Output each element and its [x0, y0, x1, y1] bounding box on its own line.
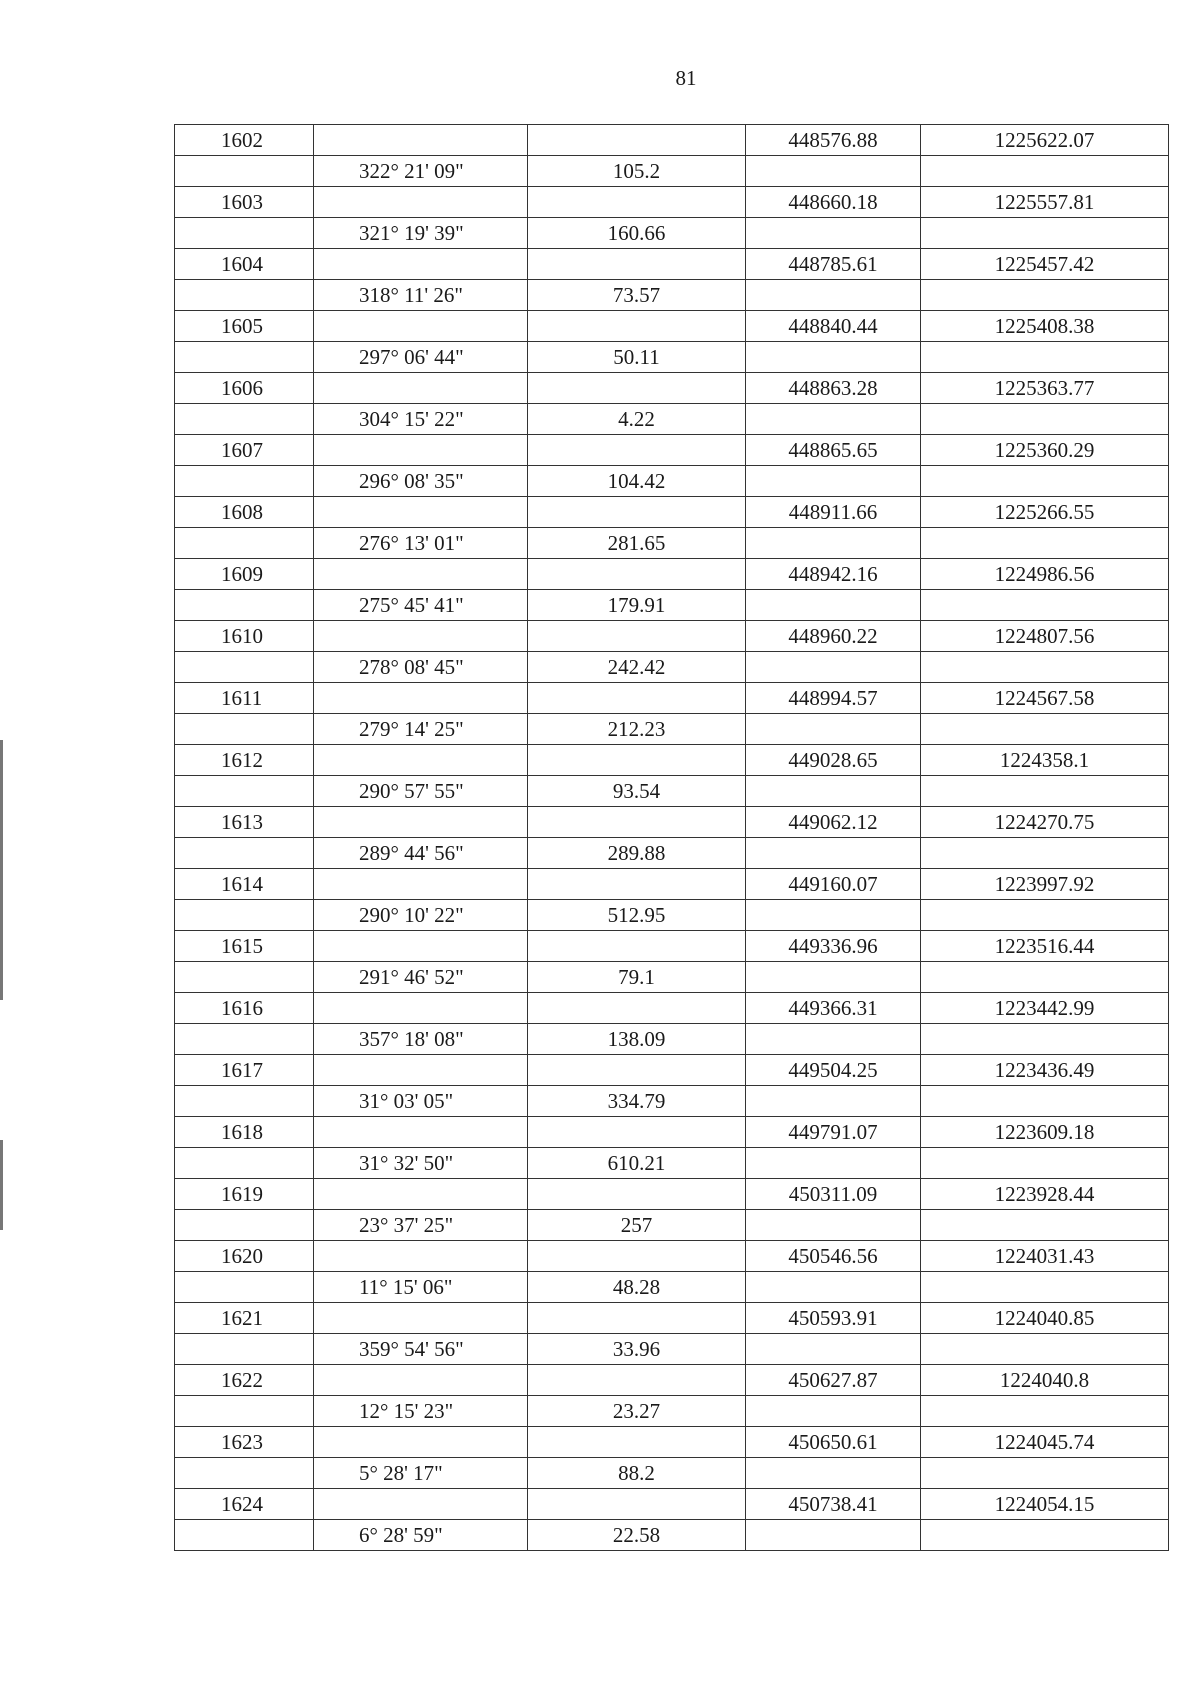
point-id-cell: 1624	[175, 1489, 314, 1520]
easting-cell: 449366.31	[746, 993, 921, 1024]
distance-cell: 4.22	[528, 404, 746, 435]
segment-row	[175, 342, 1169, 373]
northing-cell: 1224031.43	[921, 1241, 1169, 1272]
empty-cell	[921, 404, 1169, 435]
empty-cell	[314, 249, 528, 280]
bearing-cell: 279° 14' 25"	[314, 714, 528, 745]
northing-cell: 1224040.8	[921, 1365, 1169, 1396]
empty-cell	[746, 1210, 921, 1241]
point-row	[175, 249, 1169, 280]
northing-cell: 1224567.58	[921, 683, 1169, 714]
bearing-cell: 290° 57' 55"	[314, 776, 528, 807]
segment-row	[175, 280, 1169, 311]
empty-cell	[528, 311, 746, 342]
empty-cell	[746, 280, 921, 311]
empty-cell	[528, 1055, 746, 1086]
empty-cell	[528, 435, 746, 466]
bearing-cell: 276° 13' 01"	[314, 528, 528, 559]
distance-cell: 334.79	[528, 1086, 746, 1117]
distance-cell: 48.28	[528, 1272, 746, 1303]
empty-cell	[314, 559, 528, 590]
point-id-cell: 1603	[175, 187, 314, 218]
empty-cell	[314, 1055, 528, 1086]
northing-cell: 1225457.42	[921, 249, 1169, 280]
segment-row	[175, 1148, 1169, 1179]
segment-row	[175, 1334, 1169, 1365]
empty-cell	[175, 528, 314, 559]
empty-cell	[528, 497, 746, 528]
northing-cell: 1223609.18	[921, 1117, 1169, 1148]
easting-cell: 450738.41	[746, 1489, 921, 1520]
empty-cell	[528, 1365, 746, 1396]
empty-cell	[175, 962, 314, 993]
easting-cell: 449062.12	[746, 807, 921, 838]
empty-cell	[746, 1086, 921, 1117]
segment-row	[175, 1086, 1169, 1117]
empty-cell	[746, 218, 921, 249]
empty-cell	[175, 218, 314, 249]
point-id-cell: 1613	[175, 807, 314, 838]
empty-cell	[175, 1148, 314, 1179]
segment-row	[175, 652, 1169, 683]
segment-row	[175, 1024, 1169, 1055]
bearing-cell: 296° 08' 35"	[314, 466, 528, 497]
empty-cell	[314, 931, 528, 962]
bearing-cell: 31° 32' 50"	[314, 1148, 528, 1179]
point-id-cell: 1605	[175, 311, 314, 342]
empty-cell	[746, 1334, 921, 1365]
empty-cell	[528, 993, 746, 1024]
bearing-cell: 357° 18' 08"	[314, 1024, 528, 1055]
empty-cell	[314, 373, 528, 404]
point-row	[175, 125, 1169, 156]
empty-cell	[921, 218, 1169, 249]
point-row	[175, 1117, 1169, 1148]
empty-cell	[314, 745, 528, 776]
point-row	[175, 931, 1169, 962]
distance-cell: 289.88	[528, 838, 746, 869]
segment-row	[175, 1458, 1169, 1489]
segment-row	[175, 218, 1169, 249]
point-row	[175, 807, 1169, 838]
empty-cell	[921, 342, 1169, 373]
empty-cell	[314, 497, 528, 528]
empty-cell	[314, 807, 528, 838]
northing-cell: 1224358.1	[921, 745, 1169, 776]
northing-cell: 1225557.81	[921, 187, 1169, 218]
point-id-cell: 1620	[175, 1241, 314, 1272]
empty-cell	[175, 1458, 314, 1489]
northing-cell: 1225360.29	[921, 435, 1169, 466]
bearing-cell: 11° 15' 06"	[314, 1272, 528, 1303]
segment-row	[175, 838, 1169, 869]
empty-cell	[921, 1086, 1169, 1117]
empty-cell	[746, 652, 921, 683]
segment-row	[175, 776, 1169, 807]
empty-cell	[746, 962, 921, 993]
northing-cell: 1225363.77	[921, 373, 1169, 404]
empty-cell	[175, 1210, 314, 1241]
easting-cell: 450627.87	[746, 1365, 921, 1396]
bearing-cell: 12° 15' 23"	[314, 1396, 528, 1427]
distance-cell: 610.21	[528, 1148, 746, 1179]
northing-cell: 1224040.85	[921, 1303, 1169, 1334]
coordinate-table-body	[175, 125, 1169, 1551]
easting-cell: 448865.65	[746, 435, 921, 466]
empty-cell	[921, 1148, 1169, 1179]
empty-cell	[175, 652, 314, 683]
point-id-cell: 1607	[175, 435, 314, 466]
northing-cell: 1224270.75	[921, 807, 1169, 838]
empty-cell	[314, 1179, 528, 1210]
empty-cell	[314, 1117, 528, 1148]
empty-cell	[921, 714, 1169, 745]
segment-row	[175, 1520, 1169, 1551]
empty-cell	[746, 466, 921, 497]
distance-cell: 105.2	[528, 156, 746, 187]
northing-cell: 1224045.74	[921, 1427, 1169, 1458]
empty-cell	[528, 1117, 746, 1148]
empty-cell	[314, 621, 528, 652]
empty-cell	[921, 1024, 1169, 1055]
empty-cell	[921, 1272, 1169, 1303]
empty-cell	[175, 1086, 314, 1117]
empty-cell	[746, 590, 921, 621]
point-id-cell: 1612	[175, 745, 314, 776]
point-id-cell: 1602	[175, 125, 314, 156]
point-row	[175, 745, 1169, 776]
empty-cell	[746, 528, 921, 559]
point-id-cell: 1614	[175, 869, 314, 900]
segment-row	[175, 900, 1169, 931]
empty-cell	[314, 125, 528, 156]
segment-row	[175, 1210, 1169, 1241]
empty-cell	[746, 1396, 921, 1427]
point-id-cell: 1617	[175, 1055, 314, 1086]
bearing-cell: 5° 28' 17"	[314, 1458, 528, 1489]
point-row	[175, 1427, 1169, 1458]
point-row	[175, 435, 1169, 466]
empty-cell	[175, 1520, 314, 1551]
easting-cell: 450311.09	[746, 1179, 921, 1210]
point-id-cell: 1610	[175, 621, 314, 652]
bearing-cell: 291° 46' 52"	[314, 962, 528, 993]
bearing-cell: 23° 37' 25"	[314, 1210, 528, 1241]
empty-cell	[746, 1148, 921, 1179]
empty-cell	[175, 1396, 314, 1427]
empty-cell	[314, 1241, 528, 1272]
point-id-cell: 1611	[175, 683, 314, 714]
scan-edge-mark	[0, 1140, 3, 1230]
easting-cell: 449336.96	[746, 931, 921, 962]
easting-cell: 448994.57	[746, 683, 921, 714]
empty-cell	[921, 900, 1169, 931]
empty-cell	[528, 1489, 746, 1520]
distance-cell: 242.42	[528, 652, 746, 683]
segment-row	[175, 466, 1169, 497]
empty-cell	[175, 714, 314, 745]
empty-cell	[746, 342, 921, 373]
point-row	[175, 993, 1169, 1024]
easting-cell: 449791.07	[746, 1117, 921, 1148]
segment-row	[175, 962, 1169, 993]
empty-cell	[314, 1427, 528, 1458]
empty-cell	[921, 1458, 1169, 1489]
empty-cell	[746, 1458, 921, 1489]
northing-cell: 1223928.44	[921, 1179, 1169, 1210]
empty-cell	[528, 1303, 746, 1334]
empty-cell	[175, 280, 314, 311]
bearing-cell: 278° 08' 45"	[314, 652, 528, 683]
distance-cell: 50.11	[528, 342, 746, 373]
bearing-cell: 297° 06' 44"	[314, 342, 528, 373]
easting-cell: 450593.91	[746, 1303, 921, 1334]
segment-row	[175, 590, 1169, 621]
point-row	[175, 1179, 1169, 1210]
easting-cell: 448576.88	[746, 125, 921, 156]
empty-cell	[921, 838, 1169, 869]
empty-cell	[528, 125, 746, 156]
empty-cell	[175, 838, 314, 869]
easting-cell: 448960.22	[746, 621, 921, 652]
empty-cell	[175, 590, 314, 621]
northing-cell: 1223436.49	[921, 1055, 1169, 1086]
point-row	[175, 187, 1169, 218]
empty-cell	[921, 962, 1169, 993]
distance-cell: 160.66	[528, 218, 746, 249]
empty-cell	[528, 373, 746, 404]
distance-cell: 179.91	[528, 590, 746, 621]
empty-cell	[921, 652, 1169, 683]
empty-cell	[921, 1520, 1169, 1551]
distance-cell: 22.58	[528, 1520, 746, 1551]
empty-cell	[528, 869, 746, 900]
empty-cell	[528, 621, 746, 652]
empty-cell	[528, 745, 746, 776]
empty-cell	[921, 528, 1169, 559]
empty-cell	[175, 404, 314, 435]
scan-edge-mark	[0, 740, 3, 1000]
empty-cell	[921, 776, 1169, 807]
point-row	[175, 311, 1169, 342]
point-row	[175, 1241, 1169, 1272]
empty-cell	[746, 1272, 921, 1303]
northing-cell: 1225266.55	[921, 497, 1169, 528]
distance-cell: 104.42	[528, 466, 746, 497]
point-row	[175, 1055, 1169, 1086]
easting-cell: 449160.07	[746, 869, 921, 900]
easting-cell: 450650.61	[746, 1427, 921, 1458]
easting-cell: 449504.25	[746, 1055, 921, 1086]
empty-cell	[921, 280, 1169, 311]
segment-row	[175, 404, 1169, 435]
point-id-cell: 1621	[175, 1303, 314, 1334]
bearing-cell: 318° 11' 26"	[314, 280, 528, 311]
empty-cell	[528, 1241, 746, 1272]
easting-cell: 448785.61	[746, 249, 921, 280]
empty-cell	[528, 1179, 746, 1210]
segment-row	[175, 714, 1169, 745]
easting-cell: 448660.18	[746, 187, 921, 218]
northing-cell: 1224807.56	[921, 621, 1169, 652]
point-id-cell: 1615	[175, 931, 314, 962]
point-row	[175, 621, 1169, 652]
distance-cell: 257	[528, 1210, 746, 1241]
bearing-cell: 359° 54' 56"	[314, 1334, 528, 1365]
distance-cell: 281.65	[528, 528, 746, 559]
empty-cell	[528, 1427, 746, 1458]
easting-cell: 448911.66	[746, 497, 921, 528]
point-row	[175, 1303, 1169, 1334]
empty-cell	[314, 993, 528, 1024]
northing-cell: 1223516.44	[921, 931, 1169, 962]
empty-cell	[528, 807, 746, 838]
distance-cell: 73.57	[528, 280, 746, 311]
empty-cell	[746, 714, 921, 745]
bearing-cell: 321° 19' 39"	[314, 218, 528, 249]
bearing-cell: 304° 15' 22"	[314, 404, 528, 435]
empty-cell	[175, 900, 314, 931]
page-number: 81	[675, 66, 697, 90]
easting-cell: 448863.28	[746, 373, 921, 404]
distance-cell: 79.1	[528, 962, 746, 993]
bearing-cell: 31° 03' 05"	[314, 1086, 528, 1117]
distance-cell: 138.09	[528, 1024, 746, 1055]
empty-cell	[746, 776, 921, 807]
distance-cell: 93.54	[528, 776, 746, 807]
bearing-cell: 6° 28' 59"	[314, 1520, 528, 1551]
segment-row	[175, 1272, 1169, 1303]
northing-cell: 1225622.07	[921, 125, 1169, 156]
empty-cell	[528, 559, 746, 590]
point-id-cell: 1623	[175, 1427, 314, 1458]
segment-row	[175, 528, 1169, 559]
northing-cell: 1225408.38	[921, 311, 1169, 342]
point-id-cell: 1609	[175, 559, 314, 590]
easting-cell: 448942.16	[746, 559, 921, 590]
empty-cell	[314, 187, 528, 218]
empty-cell	[921, 590, 1169, 621]
northing-cell: 1223442.99	[921, 993, 1169, 1024]
empty-cell	[746, 1024, 921, 1055]
empty-cell	[921, 1210, 1169, 1241]
empty-cell	[746, 900, 921, 931]
bearing-cell: 290° 10' 22"	[314, 900, 528, 931]
empty-cell	[746, 156, 921, 187]
point-id-cell: 1618	[175, 1117, 314, 1148]
empty-cell	[528, 187, 746, 218]
empty-cell	[175, 1272, 314, 1303]
empty-cell	[528, 683, 746, 714]
distance-cell: 512.95	[528, 900, 746, 931]
distance-cell: 23.27	[528, 1396, 746, 1427]
empty-cell	[175, 1334, 314, 1365]
distance-cell: 88.2	[528, 1458, 746, 1489]
empty-cell	[175, 776, 314, 807]
point-id-cell: 1619	[175, 1179, 314, 1210]
point-id-cell: 1616	[175, 993, 314, 1024]
point-row	[175, 683, 1169, 714]
easting-cell: 449028.65	[746, 745, 921, 776]
empty-cell	[921, 1396, 1169, 1427]
empty-cell	[175, 1024, 314, 1055]
empty-cell	[528, 249, 746, 280]
empty-cell	[314, 1303, 528, 1334]
point-row	[175, 869, 1169, 900]
empty-cell	[921, 156, 1169, 187]
empty-cell	[746, 1520, 921, 1551]
point-id-cell: 1622	[175, 1365, 314, 1396]
empty-cell	[175, 156, 314, 187]
point-id-cell: 1606	[175, 373, 314, 404]
northing-cell: 1224986.56	[921, 559, 1169, 590]
northing-cell: 1224054.15	[921, 1489, 1169, 1520]
segment-row	[175, 1396, 1169, 1427]
point-row	[175, 497, 1169, 528]
point-row	[175, 1365, 1169, 1396]
empty-cell	[175, 342, 314, 373]
point-row	[175, 373, 1169, 404]
empty-cell	[314, 869, 528, 900]
empty-cell	[921, 1334, 1169, 1365]
point-row	[175, 1489, 1169, 1520]
bearing-cell: 275° 45' 41"	[314, 590, 528, 621]
empty-cell	[746, 838, 921, 869]
bearing-cell: 289° 44' 56"	[314, 838, 528, 869]
easting-cell: 450546.56	[746, 1241, 921, 1272]
easting-cell: 448840.44	[746, 311, 921, 342]
empty-cell	[746, 404, 921, 435]
empty-cell	[314, 435, 528, 466]
northing-cell: 1223997.92	[921, 869, 1169, 900]
point-row	[175, 559, 1169, 590]
point-id-cell: 1604	[175, 249, 314, 280]
bearing-cell: 322° 21' 09"	[314, 156, 528, 187]
empty-cell	[314, 1489, 528, 1520]
empty-cell	[175, 466, 314, 497]
empty-cell	[921, 466, 1169, 497]
empty-cell	[314, 1365, 528, 1396]
segment-row	[175, 156, 1169, 187]
coordinate-table	[174, 124, 1169, 1551]
empty-cell	[314, 683, 528, 714]
empty-cell	[528, 931, 746, 962]
point-id-cell: 1608	[175, 497, 314, 528]
distance-cell: 33.96	[528, 1334, 746, 1365]
distance-cell: 212.23	[528, 714, 746, 745]
empty-cell	[314, 311, 528, 342]
